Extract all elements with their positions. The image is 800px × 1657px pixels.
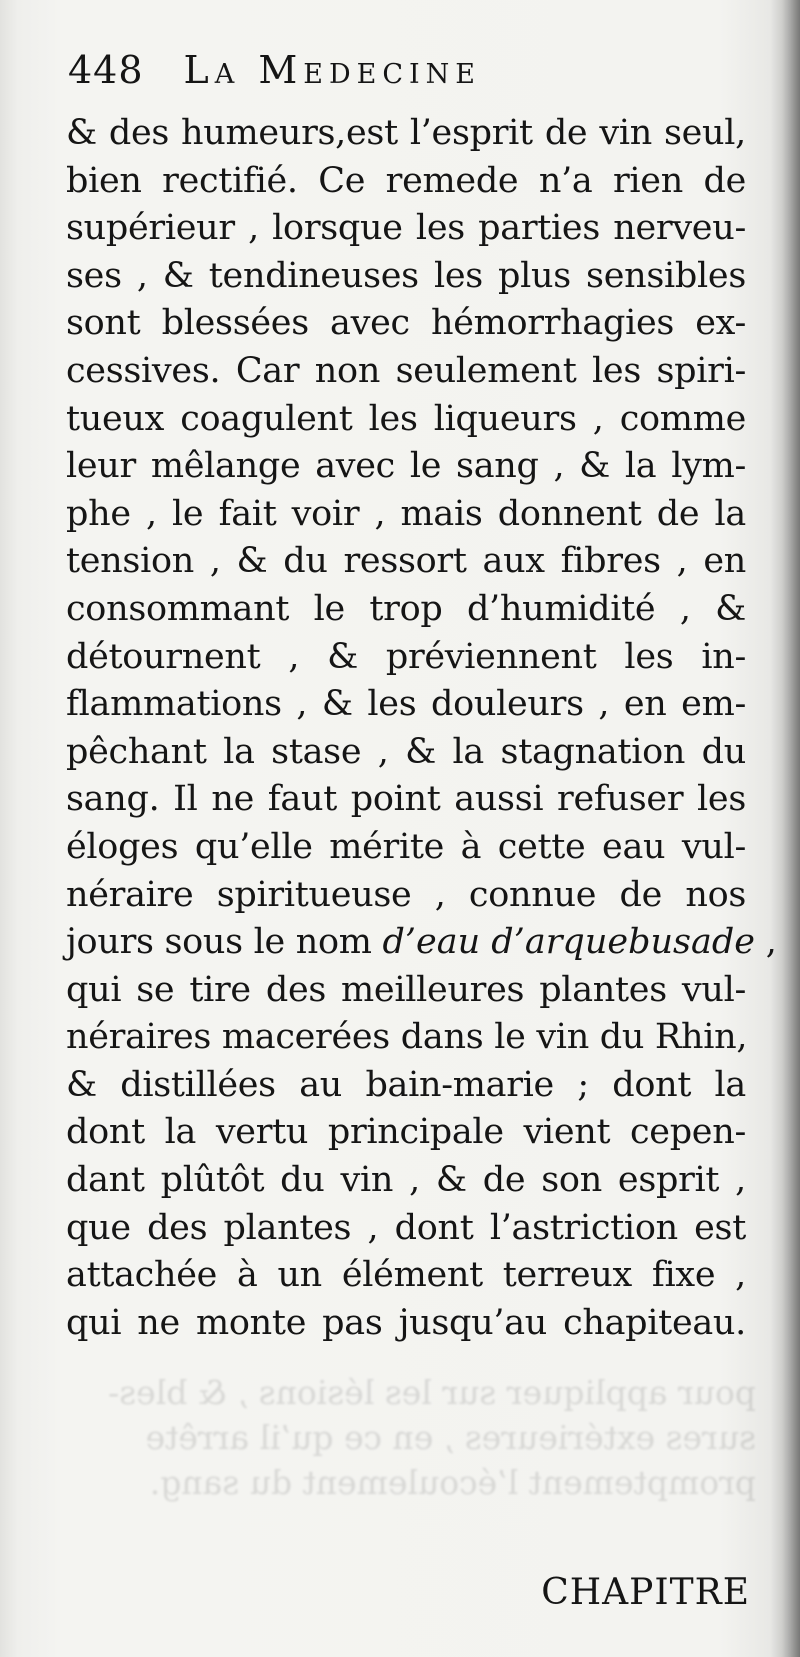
text-line: & des humeurs,est l’esprit de vin seul, bbox=[66, 113, 746, 153]
bleed-line: promptement l’écoulement du sang. bbox=[149, 1463, 756, 1502]
text-line: néraire spiritueuse , connue de nos bbox=[66, 874, 746, 915]
text-line: pêchant la stase , & la stagnation du bbox=[66, 731, 746, 772]
text-line: supérieur , lorsque les parties nerveu- bbox=[66, 208, 746, 249]
text-line: sang. Il ne faut point aussi refuser les bbox=[66, 779, 746, 820]
text-line: attachée à un élément terreux fixe , bbox=[66, 1255, 746, 1296]
text-line: consommant le trop d’humidité , & bbox=[66, 588, 746, 629]
page-edge-shadow bbox=[782, 0, 800, 1657]
text-line: bien rectifié. Ce remede n’a rien de bbox=[66, 160, 746, 201]
text-line: sont blessées avec hémorrhagies ex- bbox=[66, 303, 746, 344]
body-text bbox=[66, 110, 777, 1347]
text-segment: , bbox=[754, 922, 777, 963]
catchword: CHAPITRE bbox=[541, 1572, 750, 1613]
text-line: qui ne monte pas jusqu’au chapiteau. bbox=[66, 1302, 746, 1343]
page-header bbox=[68, 48, 481, 108]
text-segment: jours sous le nom bbox=[66, 922, 372, 963]
bleed-line: sures extérieures , en ce qu’il arrête bbox=[145, 1418, 756, 1457]
text-line: éloges qu’elle mérite à cette eau vul- bbox=[66, 826, 746, 867]
bleed-line: pour appliquer sur les lésions , & bles- bbox=[108, 1373, 756, 1412]
text-line: que des plantes , dont l’astriction est bbox=[66, 1207, 746, 1248]
bleed-through-text bbox=[66, 1370, 756, 1502]
text-line: cessives. Car non seulement les spiri- bbox=[66, 350, 746, 391]
text-line: qui se tire des meilleures plantes vul- bbox=[66, 969, 746, 1010]
text-line: & distillées au bain-marie ; dont la bbox=[66, 1064, 746, 1105]
page-number: 448 bbox=[68, 48, 144, 92]
text-line: ses , & tendineuses les plus sensibles bbox=[66, 255, 746, 296]
text-line: leur mêlange avec le sang , & la lym- bbox=[66, 446, 746, 487]
text-line-with-italic bbox=[66, 919, 777, 967]
text-line: dont la vertu principale vient cepen- bbox=[66, 1112, 746, 1153]
text-line: tueux coagulent les liqueurs , comme bbox=[66, 398, 746, 439]
text-line: dant plûtôt du vin , & de son esprit , bbox=[66, 1160, 746, 1201]
text-line: flammations , & les douleurs , en em- bbox=[66, 684, 746, 725]
text-line: détournent , & préviennent les in- bbox=[66, 636, 746, 677]
text-line: néraires macerées dans le vin du Rhin, bbox=[66, 1017, 748, 1058]
text-line: tension , & du ressort aux fibres , en bbox=[66, 541, 746, 582]
italic-term: d’eau d’arquebusade bbox=[382, 922, 755, 963]
text-line: phe , le fait voir , mais donnent de la bbox=[66, 493, 746, 534]
running-title: La Medecine bbox=[183, 48, 481, 92]
